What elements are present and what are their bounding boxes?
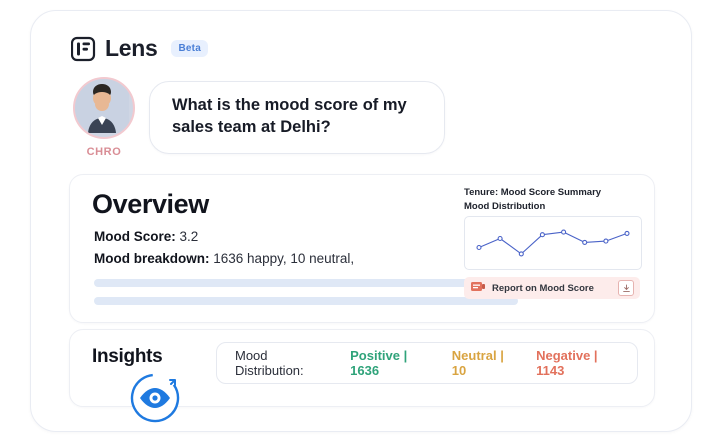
lens-logo-icon [71,36,97,62]
placeholder-line-2 [94,297,518,305]
mood-neutral-item[interactable]: Neutral | 10 [451,348,504,378]
mood-negative-item[interactable]: Negative | 1143 [536,348,598,378]
question-text: What is the mood score of my sales team at Delhi? [172,96,407,136]
avatar-block [71,77,137,158]
brand-name: Lens [105,35,158,61]
overview-panel [69,174,655,323]
mood-score-value: 3.2 [179,229,199,244]
placeholder-line-1 [94,279,496,287]
question-bubble[interactable] [149,81,445,154]
eye-insight-icon [127,368,183,424]
chart-caption: Tenure: Mood Score Summary [464,187,602,198]
download-icon[interactable] [618,280,634,296]
mood-breakdown-label: Mood breakdown: [94,251,210,266]
chart-card [464,187,642,310]
avatar-role-label: CHRO [86,146,122,158]
mood-distribution-label: Mood Distribution: [235,348,304,378]
overview-title: Overview [92,189,209,219]
main-card [30,10,692,432]
mood-positive-item[interactable]: Positive | 1636 [350,348,408,378]
brand-header [71,35,208,62]
mood-breakdown-row [94,251,354,266]
mood-distribution-chart[interactable] [464,216,642,270]
report-label: Report on Mood Score [492,282,594,294]
mood-score-row [94,229,198,244]
chart-subcaption: Mood Distribution [464,201,546,212]
user-question-row [71,77,445,158]
mood-distribution-bar [216,342,638,384]
avatar [73,77,135,139]
mood-breakdown-value: 1636 happy, 10 neutral, [213,251,355,266]
report-icon [470,279,486,298]
report-chip[interactable] [464,277,640,299]
insights-title: Insights [92,346,163,367]
mood-score-label: Mood Score: [94,229,176,244]
beta-badge: Beta [171,40,207,57]
